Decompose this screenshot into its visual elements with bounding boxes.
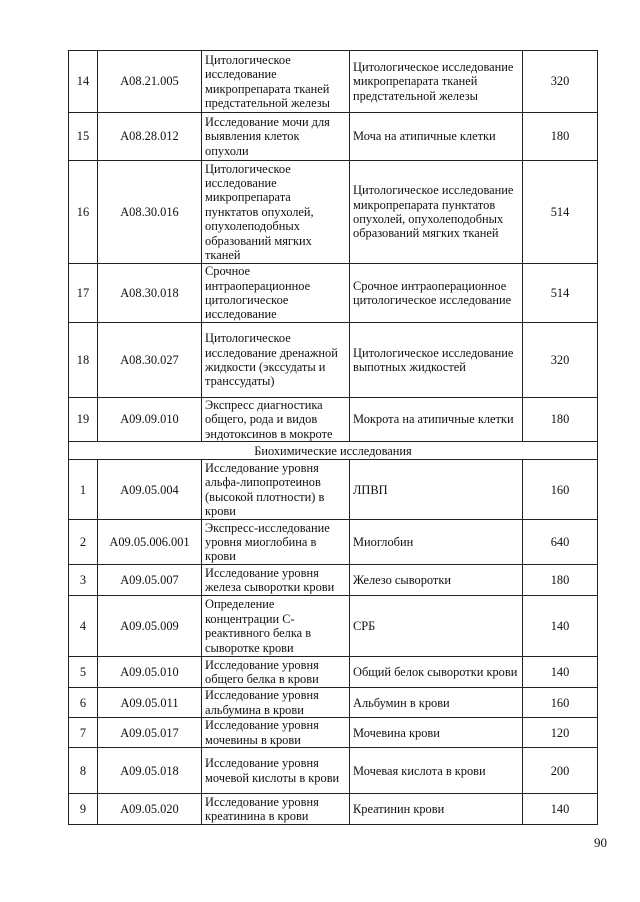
service-price: 514	[523, 264, 598, 323]
service-short-name: Моча на атипичные клетки	[350, 113, 523, 161]
service-price: 320	[523, 51, 598, 113]
row-number: 18	[69, 323, 98, 398]
service-name: Исследование уровня креатинина в крови	[202, 794, 350, 825]
service-name: Исследование уровня мочевины в крови	[202, 718, 350, 748]
service-price: 140	[523, 794, 598, 825]
service-price: 180	[523, 398, 598, 442]
service-name: Исследование уровня общего белка в крови	[202, 657, 350, 688]
row-number: 3	[69, 565, 98, 596]
service-price: 120	[523, 718, 598, 748]
section-title: Биохимические исследования	[69, 442, 598, 460]
service-short-name: Мочевина крови	[350, 718, 523, 748]
row-number: 5	[69, 657, 98, 688]
service-price: 180	[523, 113, 598, 161]
service-code: A09.09.010	[98, 398, 202, 442]
table-row	[69, 460, 598, 520]
page-number: 90	[594, 835, 607, 850]
table-row	[69, 51, 598, 113]
service-code: A08.30.016	[98, 161, 202, 264]
service-price: 514	[523, 161, 598, 264]
table-row	[69, 113, 598, 161]
table-row	[69, 323, 598, 398]
service-name: Исследование уровня мочевой кислоты в крови	[202, 748, 350, 794]
table-row	[69, 264, 598, 323]
service-short-name: Мочевая кислота в крови	[350, 748, 523, 794]
service-code: A09.05.018	[98, 748, 202, 794]
service-code: A09.05.020	[98, 794, 202, 825]
service-short-name: Цитологическое исследование микропрепарата тканей предстательной железы	[350, 51, 523, 113]
table-row	[69, 688, 598, 718]
table-row	[69, 657, 598, 688]
service-short-name: Креатинин крови	[350, 794, 523, 825]
service-name: Срочное интраоперационное цитологическое исследование	[202, 264, 350, 323]
row-number: 17	[69, 264, 98, 323]
service-short-name: Альбумин в крови	[350, 688, 523, 718]
service-code: A09.05.011	[98, 688, 202, 718]
service-short-name: Цитологическое исследование выпотных жидкостей	[350, 323, 523, 398]
service-code: A09.05.009	[98, 596, 202, 657]
table-row	[69, 565, 598, 596]
service-short-name: Срочное интраоперационное цитологическое исследование	[350, 264, 523, 323]
table-row	[69, 398, 598, 442]
service-price: 200	[523, 748, 598, 794]
service-code: A08.28.012	[98, 113, 202, 161]
service-price: 640	[523, 520, 598, 565]
service-price: 180	[523, 565, 598, 596]
service-code: A09.05.004	[98, 460, 202, 520]
row-number: 8	[69, 748, 98, 794]
service-name: Цитологическое исследование дренажной жидкости (экссудаты и транссудаты)	[202, 323, 350, 398]
service-code: A09.05.007	[98, 565, 202, 596]
service-name: Цитологическое исследование микропрепарата пунктатов опухолей, опухолеподобных образований мягких тканей	[202, 161, 350, 264]
table-row	[69, 748, 598, 794]
service-price: 140	[523, 657, 598, 688]
service-short-name: СРБ	[350, 596, 523, 657]
service-price: 160	[523, 688, 598, 718]
service-price: 140	[523, 596, 598, 657]
service-name: Цитологическое исследование микропрепарата тканей предстательной железы	[202, 51, 350, 113]
service-name: Экспресс диагностика общего, рода и видов эндотоксинов в мокроте	[202, 398, 350, 442]
row-number: 2	[69, 520, 98, 565]
row-number: 19	[69, 398, 98, 442]
service-short-name: Общий белок сыворотки крови	[350, 657, 523, 688]
service-short-name: Цитологическое исследование микропрепарата пунктатов опухолей, опухолеподобных образований мягких тканей	[350, 161, 523, 264]
service-name: Экспресс-исследование уровня миоглобина в крови	[202, 520, 350, 565]
row-number: 9	[69, 794, 98, 825]
row-number: 4	[69, 596, 98, 657]
row-number: 6	[69, 688, 98, 718]
service-code: A09.05.006.001	[98, 520, 202, 565]
table-row	[69, 718, 598, 748]
service-short-name: ЛПВП	[350, 460, 523, 520]
service-name: Исследование уровня альфа-липопротеинов (высокой плотности) в крови	[202, 460, 350, 520]
service-price: 160	[523, 460, 598, 520]
service-name: Определение концентрации С-реактивного белка в сыворотке крови	[202, 596, 350, 657]
table-row	[69, 596, 598, 657]
service-short-name: Железо сыворотки	[350, 565, 523, 596]
service-code: A08.30.018	[98, 264, 202, 323]
row-number: 15	[69, 113, 98, 161]
service-short-name: Мокрота на атипичные клетки	[350, 398, 523, 442]
service-code: A08.30.027	[98, 323, 202, 398]
row-number: 7	[69, 718, 98, 748]
row-number: 14	[69, 51, 98, 113]
service-price: 320	[523, 323, 598, 398]
service-code: A08.21.005	[98, 51, 202, 113]
service-name: Исследование мочи для выявления клеток опухоли	[202, 113, 350, 161]
section-header-row	[69, 442, 598, 460]
table-row	[69, 794, 598, 825]
service-name: Исследование уровня железа сыворотки крови	[202, 565, 350, 596]
table-row	[69, 161, 598, 264]
service-name: Исследование уровня альбумина в крови	[202, 688, 350, 718]
row-number: 16	[69, 161, 98, 264]
service-code: A09.05.010	[98, 657, 202, 688]
row-number: 1	[69, 460, 98, 520]
price-table	[68, 50, 598, 825]
service-short-name: Миоглобин	[350, 520, 523, 565]
service-code: A09.05.017	[98, 718, 202, 748]
table-row	[69, 520, 598, 565]
